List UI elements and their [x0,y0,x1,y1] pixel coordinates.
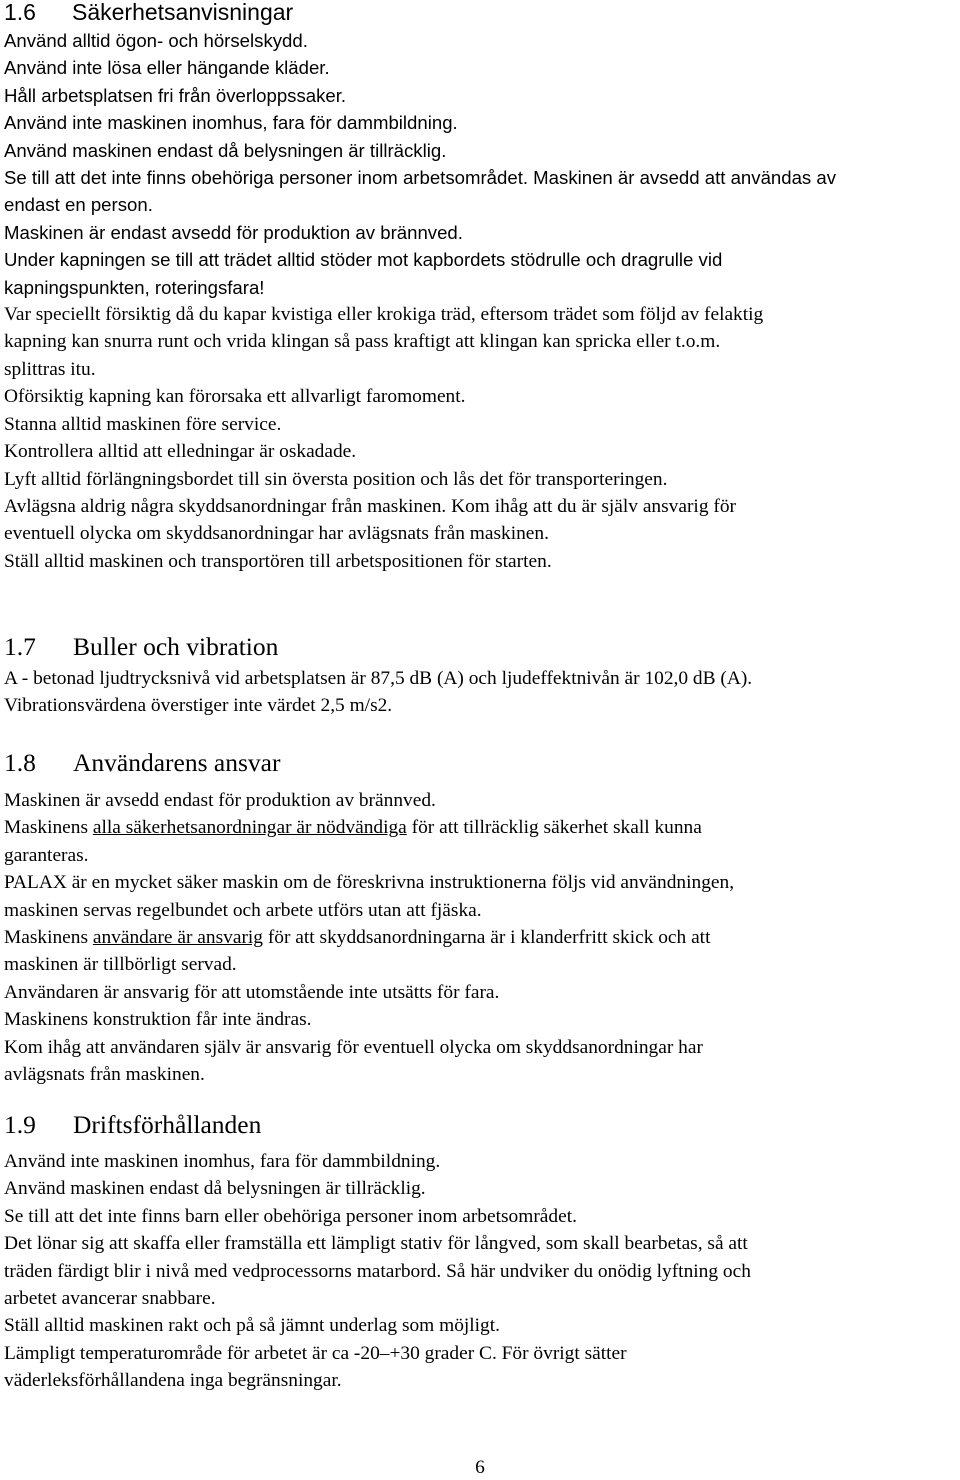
text-line: eventuell olycka om skyddsanordningar har avlägsnats från maskinen. [4,523,549,545]
section-title: Driftsförhållanden [73,1110,262,1139]
text-line: kapningspunkten, roteringsfara! [4,276,265,298]
text-line: Lyft alltid förlängningsbordet till sin översta position och lås det för transporteringen. [4,468,668,490]
section-title: Användarens ansvar [73,748,281,777]
text-line: A - betonad ljudtrycksnivå vid arbetsplatsen är 87,5 dB (A) och ljudeffektnivån är 102,0 dB (A). [4,668,753,689]
text-fragment: Maskinens [4,927,93,949]
text-line: Avlägsna aldrig några skyddsanordningar från maskinen. Kom ihåg att du är själv ansvarig för [4,495,736,517]
serif-paragraph-block [4,301,956,575]
text-line: Håll arbetsplatsen fri från överloppssaker. [4,84,347,106]
text-line: Använd maskinen endast då belysningen är tillräcklig. [4,139,447,161]
text-line: träden färdigt blir i nivå med vedprocessorns matarbord. Så här undviker du onödig lyftning och [4,1260,751,1282]
text-line: Ställ alltid maskinen och transportören till arbetspositionen för starten. [4,550,552,572]
text-line: endast en person. [4,194,153,216]
text-line: Använd inte maskinen inomhus, fara för dammbildning. [4,1151,441,1172]
section-number: 1.8 [4,748,36,777]
section-heading [4,632,956,662]
text-line: Maskinens konstruktion får inte ändras. [4,1009,312,1031]
section-heading [4,1110,956,1140]
text-line: PALAX är en mycket säker maskin om de föreskrivna instruktionerna följs vid användningen, [4,872,735,894]
serif-paragraph-block [4,1148,956,1395]
text-line: Under kapningen se till att trädet alltid stöder mot kapbordets stödrulle och dragrulle vid [4,249,723,271]
text-line: Använd maskinen endast då belysningen är tillräcklig. [4,1178,426,1200]
section-number: 1.7 [4,632,36,661]
text-line: Se till att det inte finns obehöriga personer inom arbetsområdet. Maskinen är avsedd att användas av [4,167,837,189]
section-safety-instructions [4,0,956,575]
text-line: Stanna alltid maskinen före service. [4,413,282,435]
text-line: Se till att det inte finns barn eller obehöriga personer inom arbetsområdet. [4,1205,577,1227]
section-heading [4,748,956,778]
text-line: Lämpligt temperaturområde för arbetet är ca -20–+30 grader C. För övrigt sätter [4,1342,627,1364]
text-line: Var speciellt försiktig då du kapar kvistiga eller krokiga träd, eftersom trädet som följd av felaktig [4,304,764,326]
text-line: Maskinen är avsedd endast för produktion av brännved. [4,790,436,811]
text-line: Det lönar sig att skaffa eller framställa ett lämpligt stativ för långved, som skall bearbetas, så att [4,1233,748,1255]
text-fragment: Maskinens [4,817,93,839]
text-line: arbetet avancerar snabbare. [4,1288,216,1310]
text-line: Kontrollera alltid att elledningar är oskadade. [4,441,357,463]
page-number: 6 [475,1457,485,1478]
section-user-responsibility [4,748,956,1088]
text-fragment: för att tillräcklig säkerhet skall kunna [406,817,702,839]
section-number: 1.6 [4,0,36,25]
text-fragment: för att skyddsanordningarna är i klanderfritt skick och att [263,927,711,949]
text-line: garanteras. [4,844,89,866]
section-title: Säkerhetsanvisningar [72,0,294,25]
underlined-text: alla säkerhetsanordningar är nödvändiga [92,817,407,839]
text-line: maskinen är tillbörligt servad. [4,954,237,976]
sans-paragraph-block [4,27,956,301]
section-title: Buller och vibration [73,632,279,661]
text-line: Använd alltid ögon- och hörselskydd. [4,30,308,51]
text-line: Använd inte maskinen inomhus, fara för dammbildning. [4,112,458,134]
underlined-text: användare är ansvarig [92,927,263,949]
serif-paragraph-block [4,787,956,1088]
text-line: Använd inte lösa eller hängande kläder. [4,57,330,79]
text-line: Vibrationsvärdena överstiger inte värdet 2,5 m/s2. [4,695,393,717]
text-line: Ställ alltid maskinen rakt och på så jämnt underlag som möjligt. [4,1315,500,1337]
serif-paragraph-block [4,665,956,720]
section-operating-conditions [4,1110,956,1395]
text-line: Kom ihåg att användaren själv är ansvarig för eventuell olycka om skyddsanordningar har [4,1036,703,1058]
text-line [4,924,956,951]
text-line: avlägsnats från maskinen. [4,1064,205,1086]
text-line: kapning kan snurra runt och vrida klingan så pass kraftigt att klingan kan spricka eller t.o.m. [4,331,721,353]
text-line [4,814,956,841]
text-line: Användaren är ansvarig för att utomstående inte utsätts för fara. [4,981,500,1003]
section-noise-vibration [4,632,956,720]
section-number: 1.9 [4,1110,36,1139]
text-line: Oförsiktig kapning kan förorsaka ett allvarligt faromoment. [4,386,466,408]
text-line: splittras itu. [4,358,96,380]
text-line: maskinen servas regelbundet och arbete utförs utan att fjäska. [4,899,482,921]
section-heading [4,0,956,25]
text-line: väderleksförhållandena inga begränsningar. [4,1370,342,1392]
text-line: Maskinen är endast avsedd för produktion av brännved. [4,221,463,243]
